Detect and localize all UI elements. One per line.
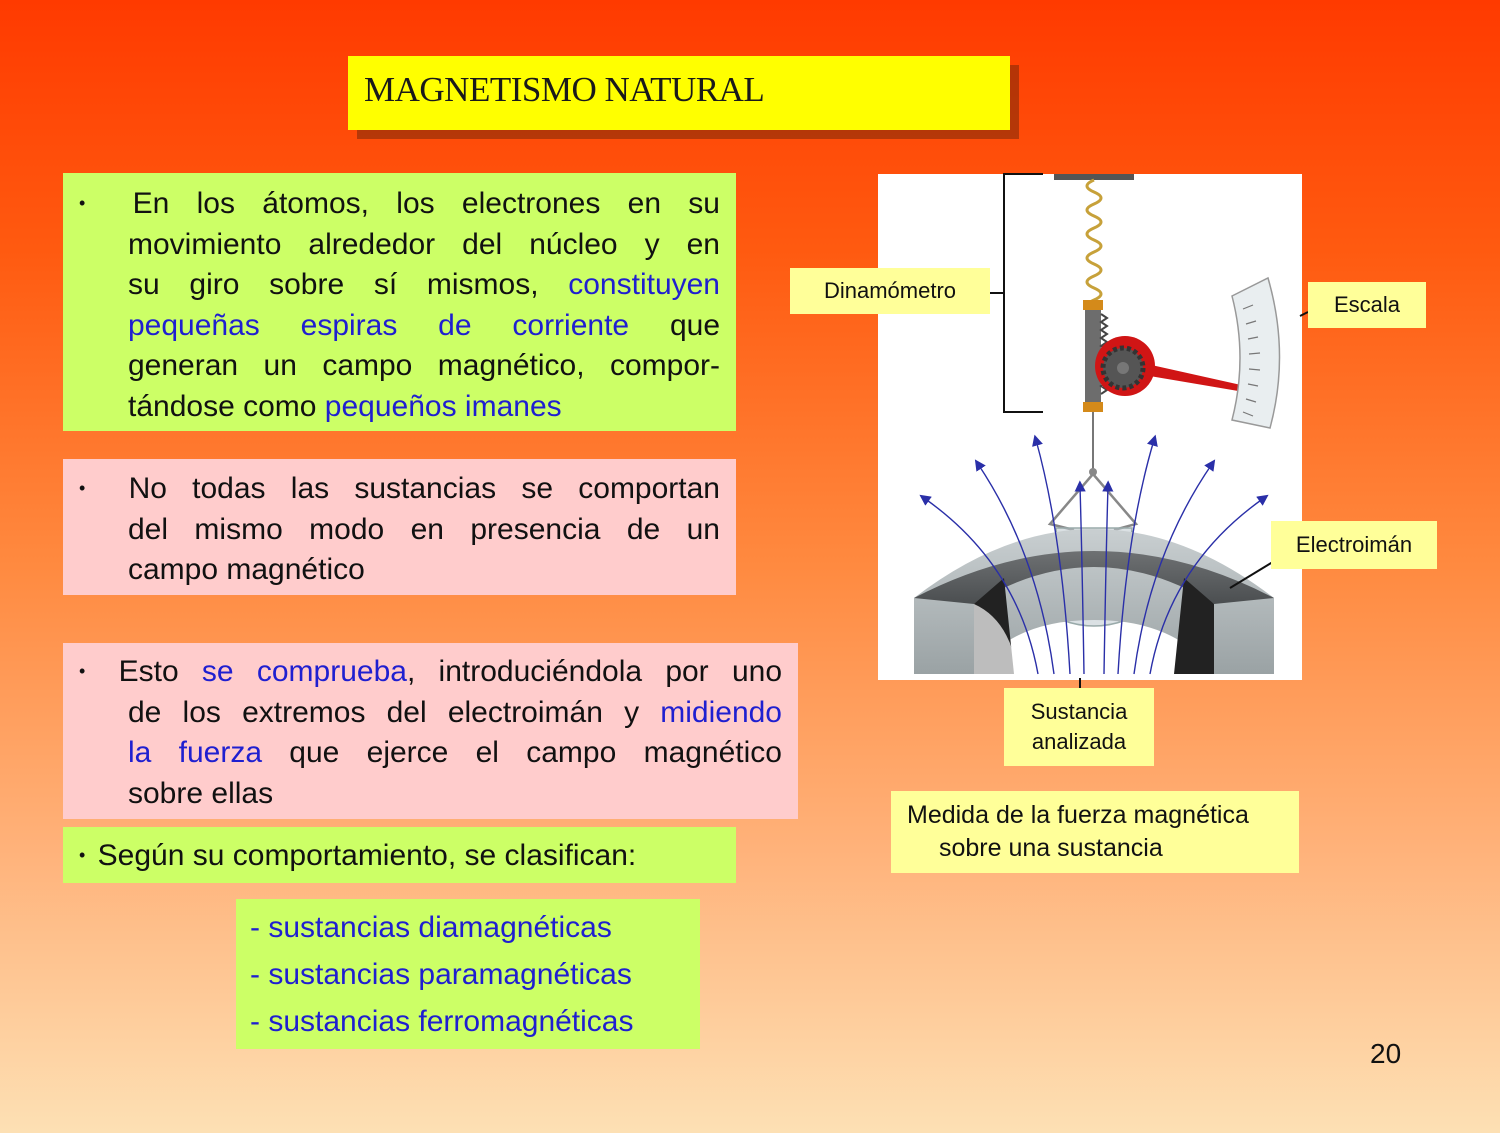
box3-text: Esto bbox=[118, 655, 202, 688]
box4-text: Según su comportamiento, se clasifican: bbox=[97, 839, 637, 872]
list-item: - sustancias ferromagnéticas bbox=[250, 1005, 634, 1038]
box3-text: sobre ellas bbox=[128, 776, 274, 810]
box1-text: movimiento alrededor del núcleo y en bbox=[128, 227, 720, 261]
bullet-icon: • bbox=[79, 478, 86, 498]
box1-text: tándose como bbox=[128, 389, 325, 423]
label-dinamometro: Dinamómetro bbox=[790, 268, 990, 314]
label-electroiman: Electroimán bbox=[1271, 521, 1437, 569]
box1-highlight: constituyen bbox=[568, 268, 720, 301]
box3-highlight: la fuerza bbox=[128, 736, 263, 769]
box3-text: , introduciéndola por uno bbox=[406, 655, 782, 688]
figure-caption bbox=[891, 791, 1299, 873]
page-number: 20 bbox=[1370, 1038, 1402, 1069]
box1-highlight: pequeños imanes bbox=[324, 389, 562, 423]
box2-text: campo magnético bbox=[128, 553, 365, 586]
box3-highlight: se comprueba bbox=[201, 655, 407, 688]
label-sustancia-analizada bbox=[1004, 688, 1154, 766]
label-sustancia-line: analizada bbox=[1031, 729, 1127, 754]
caption-line: Medida de la fuerza magnética bbox=[907, 801, 1249, 829]
box3-text: que ejerce el campo magnético bbox=[262, 736, 782, 769]
bullet-icon: • bbox=[79, 845, 86, 865]
box1-text: su giro sobre sí mismos, bbox=[128, 268, 569, 301]
caption-line: sobre una sustancia bbox=[939, 834, 1163, 862]
box2-text: No todas las sustancias se comportan bbox=[128, 472, 720, 505]
box1-text: En los átomos, los electrones en su bbox=[132, 187, 720, 220]
box2-text: del mismo modo en presencia de un bbox=[128, 512, 720, 546]
bullet-icon: • bbox=[79, 661, 86, 681]
list-item: - sustancias diamagnéticas bbox=[250, 911, 612, 944]
box1-text: generan un campo magnético, compor- bbox=[128, 349, 720, 382]
label-escala: Escala bbox=[1308, 282, 1426, 328]
box1-highlight: pequeñas espiras de corriente bbox=[128, 308, 630, 342]
list-item: - sustancias paramagnéticas bbox=[250, 958, 632, 991]
label-sustancia-line: Sustancia bbox=[1030, 699, 1128, 724]
box3-text: de los extremos del electroimán y bbox=[128, 695, 661, 729]
box1-text: que bbox=[629, 308, 721, 342]
slide-title: MAGNETISMO NATURAL bbox=[348, 56, 1010, 130]
box3-highlight: midiendo bbox=[660, 695, 782, 729]
bullet-icon: • bbox=[79, 193, 86, 213]
